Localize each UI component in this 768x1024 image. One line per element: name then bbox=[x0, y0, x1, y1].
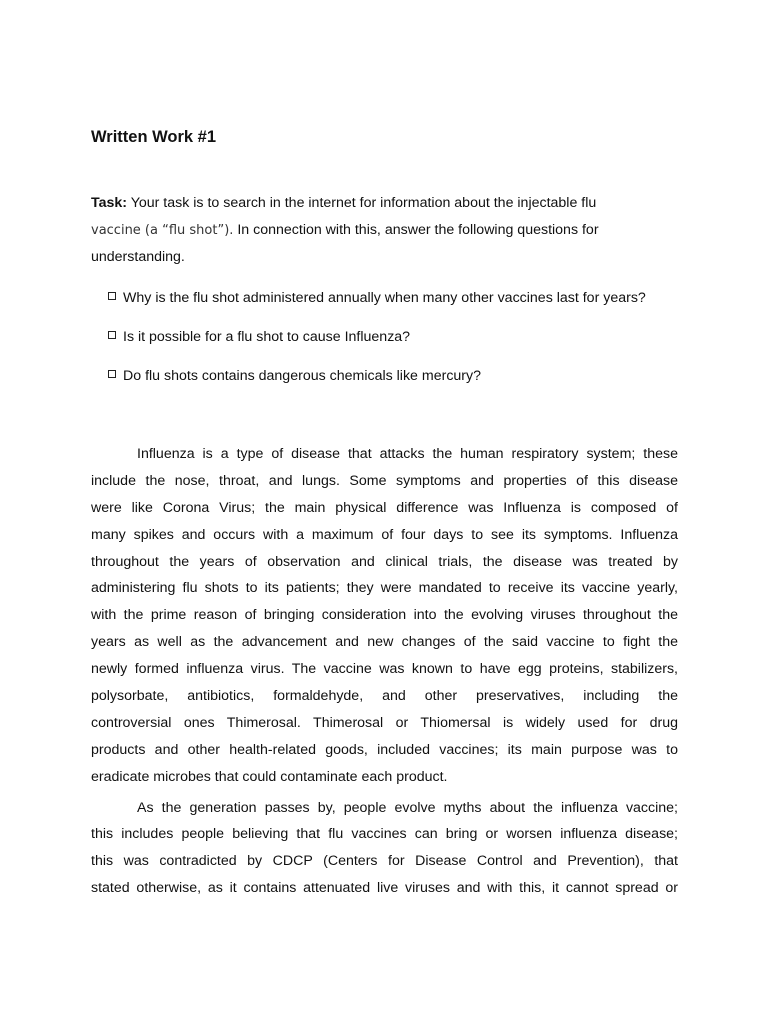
square-bullet-icon bbox=[108, 331, 116, 339]
question-item bbox=[108, 324, 646, 363]
paragraph-2 bbox=[91, 795, 678, 903]
essay-line: years as well as the advancement and new changes of the said vaccine to fight the bbox=[91, 634, 678, 651]
task-line-2 bbox=[91, 217, 691, 244]
essay-line: many spikes and occurs with a maximum of four days to see its symptoms. Influenza bbox=[91, 526, 678, 543]
task-instructions bbox=[91, 190, 691, 271]
document-title: Written Work #1 bbox=[91, 128, 216, 146]
essay-line: stated otherwise, as it contains attenuated live viruses and with this, it cannot spread or bbox=[91, 880, 678, 897]
task-text-2: In connection with this, answer the following questions for bbox=[233, 222, 599, 238]
essay-line: include the nose, throat, and lungs. Some symptoms and properties of this disease bbox=[91, 472, 678, 489]
square-bullet-icon bbox=[108, 370, 116, 378]
essay-line: administering flu shots to its patients; they were mandated to receive its vaccine yearly, bbox=[91, 580, 678, 597]
essay-line: Influenza is a type of disease that attacks the human respiratory system; these bbox=[137, 446, 678, 462]
question-text: Do flu shots contains dangerous chemicals like mercury? bbox=[123, 368, 482, 384]
essay-line: products and other health-related goods, included vaccines; its main purpose was to bbox=[91, 741, 678, 758]
square-bullet-icon bbox=[108, 292, 116, 300]
question-item bbox=[108, 285, 646, 324]
task-line-3: understanding. bbox=[91, 249, 185, 265]
essay-line: eradicate microbes that could contaminate each product. bbox=[91, 768, 448, 785]
question-text: Why is the flu shot administered annually when many other vaccines last for years? bbox=[123, 290, 646, 306]
essay-line: with the prime reason of bringing consideration into the evolving viruses throughout the bbox=[91, 607, 678, 624]
task-text-1: Your task is to search in the internet for information about the injectable flu bbox=[127, 195, 597, 211]
question-text: Is it possible for a flu shot to cause Influenza? bbox=[123, 329, 411, 345]
essay-line: As the generation passes by, people evolve myths about the influenza vaccine; bbox=[137, 799, 678, 816]
essay-line: were like Corona Virus; the main physical difference was Influenza is composed of bbox=[91, 499, 678, 516]
essay-line: newly formed influenza virus. The vaccine was known to have egg proteins, stabilizers, bbox=[91, 661, 678, 678]
essay-line: this was contradicted by CDCP (Centers for Disease Control and Prevention), that bbox=[91, 853, 678, 870]
essay-line: polysorbate, antibiotics, formaldehyde, and other preservatives, including the bbox=[91, 688, 678, 705]
essay-body bbox=[91, 441, 678, 902]
task-line-1 bbox=[91, 190, 691, 217]
essay-line: this includes people believing that flu vaccines can bring or worsen influenza disease; bbox=[91, 826, 678, 843]
question-item bbox=[108, 363, 646, 402]
task-text-vaccine: vaccine (a “flu shot”). bbox=[91, 223, 234, 238]
essay-line: controversial ones Thimerosal. Thimerosal or Thiomersal is widely used for drug bbox=[91, 714, 678, 731]
task-label: Task: bbox=[91, 195, 128, 211]
essay-line: throughout the years of observation and clinical trials, the disease was treated by bbox=[91, 553, 678, 570]
paragraph-1 bbox=[91, 441, 678, 791]
question-list bbox=[108, 285, 646, 402]
